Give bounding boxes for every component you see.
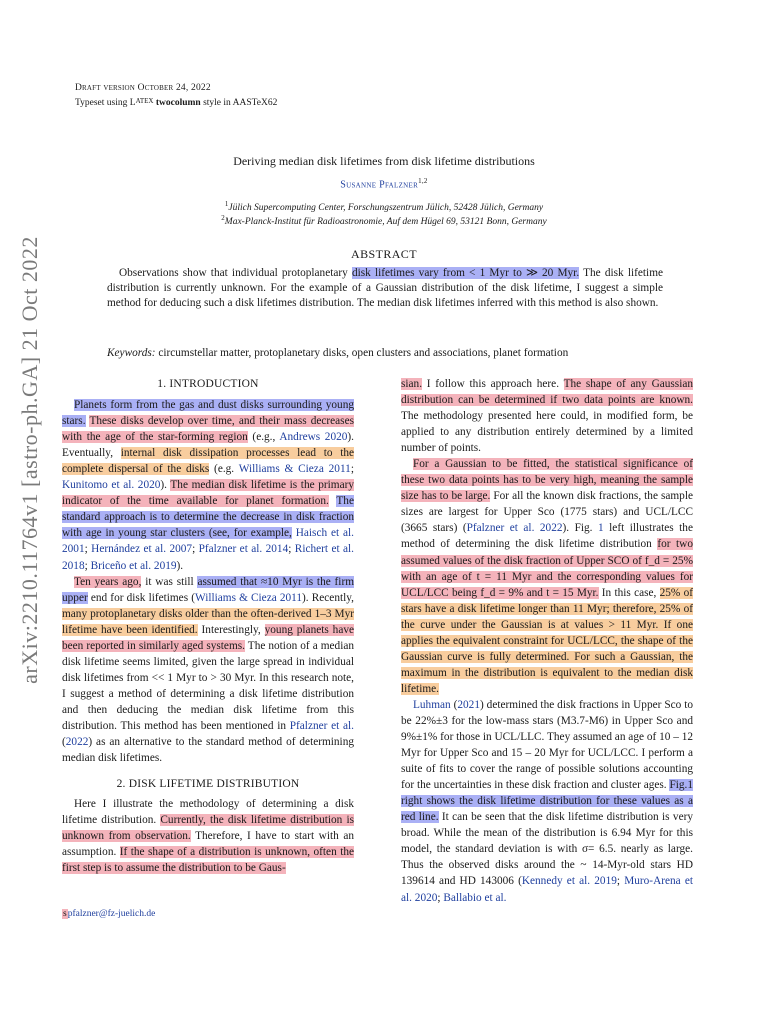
citation-link[interactable]: Muro-Arena et al. 2020 [401, 875, 693, 904]
typeset-before: Typeset using L [75, 98, 136, 108]
citation-link[interactable]: Pfalzner et al. [289, 719, 355, 732]
highlight-red[interactable]: Currently, the disk lifetime distribution is unknown from observation. [62, 814, 354, 843]
citation-link[interactable]: Ballabio et al. [443, 891, 507, 904]
text: ). Eventually, [62, 431, 354, 460]
section-2-paragraph-1 [62, 796, 354, 876]
text: ; [437, 891, 444, 904]
draft-version-label: Draft version October 24, 2022 [75, 83, 211, 93]
citation-link[interactable]: Andrews 2020 [279, 431, 348, 444]
text: Here I illustrate the methodology of determining a disk lifetime distribution. [62, 798, 354, 827]
text: For all the known disk fractions, the sample sizes are largest for Upper Sco (1775 stars) and UCL/LCC (3665 stars) ( [401, 490, 693, 535]
text: ) determined the disk fractions in Upper Sco to be 22%±3 for the low-mass stars (M3.7-M6) in Upper Sco and 9%±1% for those in UCL/LLC. They assumed an age of 10 – 12 Myr for Upper Sco and 15 – 20 Myr for UCL/LCC. I perform a suite of fits to cover the range of possible solutions accounting for the uncertainties in these disk fraction and cluster ages. [401, 698, 694, 792]
text: ; [350, 463, 354, 476]
text: end for disk lifetimes ( [87, 591, 195, 604]
citation-link[interactable]: Pfalzner et al. 2022 [466, 522, 563, 535]
highlight-red[interactable]: If the shape of a distribution is unknown, often the first step is to assume the distribution to be Gaus- [62, 846, 354, 875]
keywords-label: Keywords: [107, 347, 156, 359]
citation-link[interactable]: Pfalzner et al. 2014 [198, 543, 289, 556]
highlight-red[interactable]: The shape of any Gaussian distribution can be determined if two data points are known. [401, 378, 694, 407]
intro-paragraph-2 [62, 574, 354, 767]
section-2-paragraph-2 [401, 456, 693, 697]
section-2-heading: 2. DISK LIFETIME DISTRIBUTION [116, 778, 300, 791]
section-2-paragraph-1-cont [401, 376, 693, 456]
footnote [62, 909, 155, 919]
text: (e.g. [209, 463, 239, 476]
text: ). Recently, [302, 591, 354, 604]
text: (e.g., [247, 431, 280, 444]
highlight-blue[interactable]: Planets form from the gas and dust disks surrounding young stars. [62, 399, 354, 428]
highlight-orange[interactable]: 25% of stars have a disk lifetime longer than 11 Myr; therefore, 25% of the curve under the Gaussian is at values > 11 Myr. If one applies the equivalent constraint for UCL/LCC, the shape of the Gaussian curve is fully determined. For such a Gaussian, the maximum in the distribution is equivalent to the median disk lifetime. [401, 586, 693, 695]
abstract-heading: ABSTRACT [351, 247, 417, 261]
highlight-red[interactable]: for two assumed values of the disk fraction of Upper SCO of f_d = 25% with an age of t = 11 Myr and the corresponding values for UCL/LCC being f_d = 9% and t = 15 Myr. [401, 538, 693, 599]
text: Interestingly, [197, 623, 265, 636]
text: left illustrates the method of determining the disk lifetime distribution [401, 522, 693, 551]
abstract-text-1: Observations show that individual protoplanetary [119, 267, 352, 279]
text: ; [192, 543, 199, 556]
highlight-red[interactable]: The median disk lifetime is the primary indicator of the time available for planet formation. [62, 479, 354, 508]
text: ). Fig. [562, 522, 598, 535]
intro-paragraph-1 [62, 397, 354, 574]
text: I follow this approach here. [422, 378, 564, 390]
text: The notion of a median disk lifetime seems limited, given the large spread in individual disk lifetimes from << 1 Myr to > 30 Myr. In this research note, I suggest a method of determining a disk lifetime distribution and then deducing the median disk lifetime from this distribution. This method has been mentioned in [62, 639, 354, 732]
section-1-heading: 1. INTRODUCTION [157, 378, 259, 390]
arxiv-sidebar [0, 236, 60, 684]
highlight-red[interactable]: young planets have been reported in similarly aged systems. [62, 623, 355, 652]
highlight-red[interactable]: sian. [401, 378, 423, 390]
text: ). [176, 559, 184, 572]
text: ( [450, 698, 458, 711]
citation-link[interactable]: Kennedy et al. 2019 [521, 875, 617, 888]
typeset-bold: twocolumn [155, 98, 201, 108]
text: ; [84, 559, 91, 572]
text: In this case, [598, 586, 660, 599]
text: ) as an alternative to the standard method of determining median disk lifetimes. [62, 736, 354, 765]
affiliation-2 [0, 212, 768, 228]
draft-version [75, 82, 211, 94]
right-column [401, 376, 693, 906]
highlight-orange[interactable]: many protoplanetary disks older than the often-derived 1–3 Myr lifetime have been identified. [62, 607, 354, 636]
affiliation-2-text: Max-Planck-Institut für Radioastronomie, Auf dem Hügel 69, 53121 Bonn, Germany [224, 217, 547, 228]
citation-link[interactable]: Kunitomo et al. 2020 [62, 479, 161, 492]
affiliation-1-sup: 1 [224, 200, 229, 208]
text: ; [288, 543, 295, 556]
citation-link[interactable]: Williams & Cieza 2011 [238, 463, 351, 476]
footnote-mark: s [63, 909, 67, 919]
typeset-line [75, 95, 277, 109]
highlight-red[interactable]: Ten years ago, [74, 575, 142, 588]
highlight-blue[interactable]: Fig.1 right shows the disk lifetime distribution for these values as a red line. [401, 779, 693, 824]
text: ; [616, 875, 625, 888]
latex-logo: ATEX [135, 97, 154, 105]
highlight-red[interactable]: These disks develop over time, and their mass decreases with the age of the star-forming region [62, 415, 354, 444]
text: It can be seen that the disk lifetime distribution is very broad. While the mean of the distribution is 6.94 Myr for this model, the standard deviation is with σ= 6.5. nearly as large. Thus the observed disks around the ~ 14-Myr-old stars HD 139614 and HD 143006 ( [401, 811, 693, 888]
highlight-blue[interactable]: assumed that ≈10 Myr is the firm upper [62, 575, 354, 604]
author [0, 177, 768, 190]
typeset-after: style in AASTeX62 [200, 98, 278, 108]
citation-link[interactable]: Williams & Cieza 2011 [195, 591, 303, 604]
highlight-orange[interactable]: internal disk dissipation processes lead to the complete dispersal of the disks [62, 447, 354, 476]
citation-link[interactable]: Richert et al. 2018 [62, 543, 355, 572]
affiliation-1-text: Jülich Supercomputing Center, Forschungszentrum Jülich, 52428 Jülich, Germany [228, 203, 544, 214]
arxiv-id: arXiv:2210.11764v1 [astro-ph.GA] 21 Oct 2022 [17, 236, 43, 684]
author-name[interactable]: Susanne Pfalzner [340, 179, 419, 191]
highlight-blue[interactable]: The standard approach is to determine the decrease in disk fraction with age in young star clusters (see, for example, [62, 495, 354, 540]
citation-link[interactable]: Haisch et al. 2001 [62, 527, 354, 556]
highlight-red[interactable]: For a Gaussian to be fitted, the statistical significance of these two data points has to be very high, meaning the sample size has to be large. [401, 458, 693, 503]
text: ( [62, 736, 66, 749]
keywords-text: circumstellar matter, protoplanetary disks, open clusters and associations, planet formation [155, 347, 569, 359]
paper-title: Deriving median disk lifetimes from disk lifetime distributions [233, 154, 535, 168]
keywords [107, 346, 663, 361]
footnote-email[interactable]: pfalzner@fz-juelich.de [67, 909, 156, 919]
text: Therefore, I have to start with an assumption. [62, 830, 354, 859]
section-2-paragraph-3 [401, 697, 693, 906]
abstract-text [107, 266, 663, 312]
affiliation-2-sup: 2 [221, 214, 225, 222]
citation-link[interactable]: Luhman [413, 698, 451, 711]
text: The methodology presented here could, in modified form, be applied to any distribution entirely determined by a limited number of points. [401, 410, 693, 455]
citation-link[interactable]: Hernández et al. 2007 [91, 543, 193, 556]
text: ). [160, 479, 171, 492]
citation-link[interactable]: 2022 [65, 736, 89, 749]
figure-link[interactable]: 1 [598, 522, 604, 535]
abstract-text-2: The disk lifetime distribution is currently unknown. For the example of a Gaussian distribution of the disk lifetime, I suggest a simple method for deducing such a disk lifetimes distribution. The median disk lifetimes inferred with this method is also shown. [107, 267, 664, 310]
author-sup: 1,2 [418, 177, 428, 185]
citation-link[interactable]: 2021 [457, 698, 480, 711]
abstract-highlight[interactable]: disk lifetimes vary from < 1 Myr to ≫ 20 Myr. [351, 267, 580, 279]
text: it was still [141, 575, 198, 588]
citation-link[interactable]: Briceño et al. 2019 [90, 559, 177, 572]
text: ; [84, 543, 92, 556]
left-column [62, 376, 354, 876]
